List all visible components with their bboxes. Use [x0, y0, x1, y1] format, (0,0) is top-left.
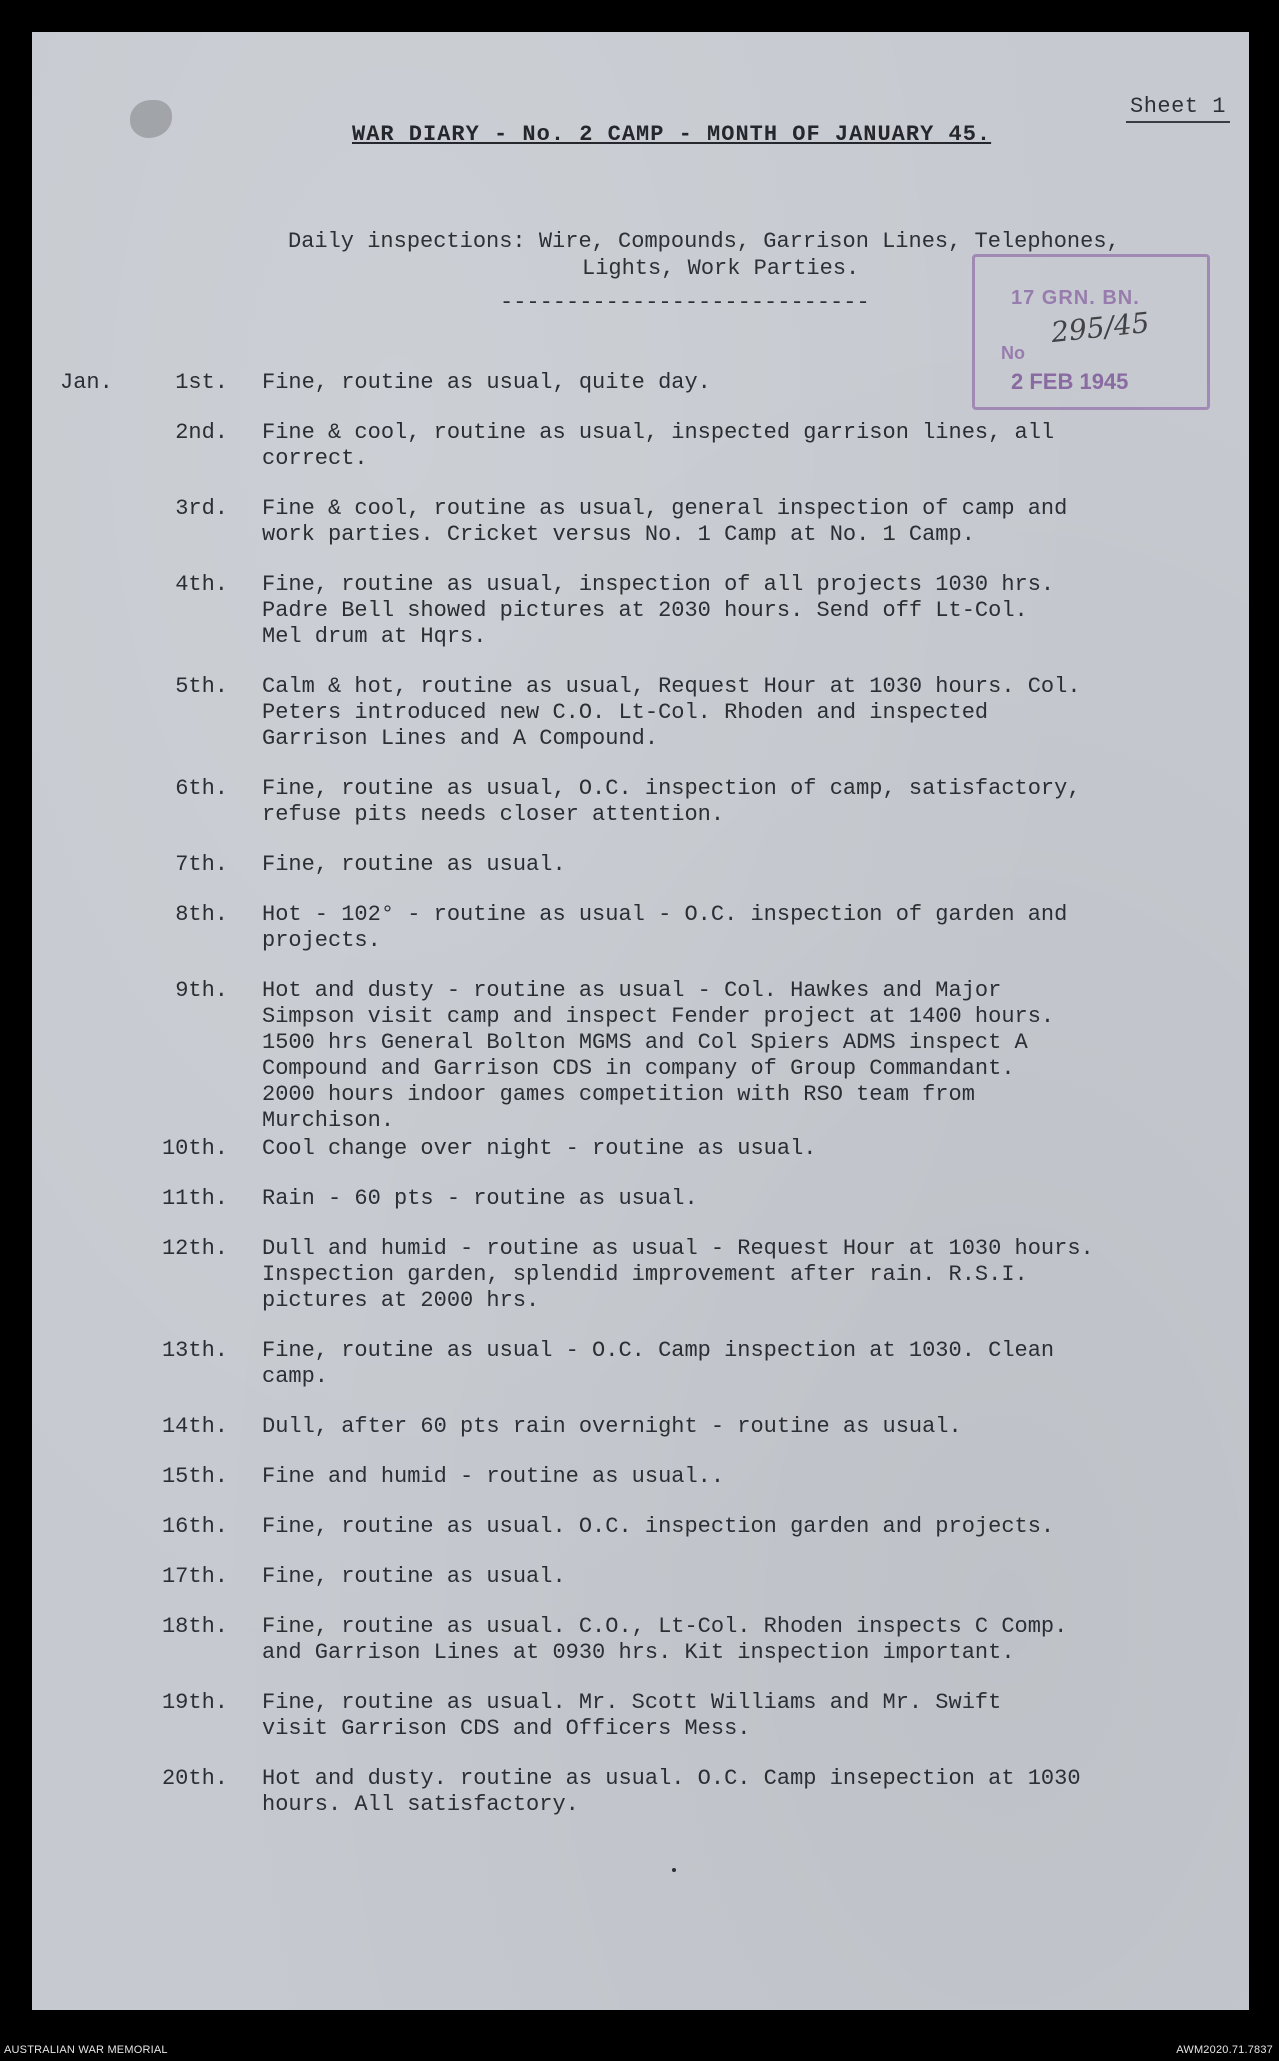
entry-text: Fine, routine as usual. Mr. Scott Williams and Mr. Swift visit Garrison CDS and Officers Mess.: [262, 1690, 1002, 1741]
entry-day: 7th.: [175, 852, 228, 877]
entry-text: Fine, routine as usual, inspection of all projects 1030 hrs. Padre Bell showed pictures at 2030 hours. Send off Lt-Col. Mel drum at Hqrs.: [262, 572, 1055, 649]
diary-entry: [32, 1614, 1249, 1666]
page-dot-mark: [672, 1868, 676, 1872]
entry-day: 14th.: [161, 1414, 228, 1439]
diary-entry: [32, 1564, 1249, 1590]
diary-entry: [32, 776, 1249, 828]
entry-text: Fine & cool, routine as usual, general inspection of camp and work parties. Cricket versus No. 1 Camp at No. 1 Camp.: [262, 496, 1068, 547]
diary-entry: [32, 1464, 1249, 1490]
diary-entry: [32, 1414, 1249, 1440]
entry-day: 9th.: [175, 978, 228, 1003]
subtitle-line-2: Lights, Work Parties.: [582, 256, 860, 281]
entry-day: 3rd.: [175, 496, 228, 521]
entry-text: Fine & cool, routine as usual, inspected garrison lines, all correct.: [262, 420, 1055, 471]
entry-day: 10th.: [161, 1136, 228, 1161]
entry-day: 19th.: [161, 1690, 228, 1715]
diary-entry: [32, 496, 1249, 548]
entry-day: 20th.: [161, 1766, 228, 1791]
diary-entry: [32, 1236, 1249, 1314]
diary-entry: [32, 1136, 1249, 1162]
entry-day: 2nd.: [175, 420, 228, 445]
diary-entry: [32, 572, 1249, 650]
diary-entry: [32, 978, 1249, 1134]
dashed-divider: ----------------------------: [500, 290, 870, 315]
entry-day: 1st.: [175, 370, 228, 395]
entry-text: Dull, after 60 pts rain overnight - routine as usual.: [262, 1414, 962, 1439]
footer-archive-name: AUSTRALIAN WAR MEMORIAL: [4, 2044, 168, 2056]
diary-entry: [32, 420, 1249, 472]
entry-text: Fine, routine as usual. C.O., Lt-Col. Rhoden inspects C Comp. and Garrison Lines at 0930 hrs. Kit inspection important.: [262, 1614, 1068, 1665]
diary-entry: [32, 674, 1249, 752]
diary-entry: [32, 902, 1249, 954]
entry-text: Fine, routine as usual. O.C. inspection garden and projects.: [262, 1514, 1055, 1539]
entry-text: Cool change over night - routine as usual.: [262, 1136, 817, 1161]
stamp-handwritten-number: 295/45: [1049, 305, 1151, 350]
entry-day: 18th.: [161, 1614, 228, 1639]
entry-day: 11th.: [161, 1186, 228, 1211]
diary-entry: [32, 1690, 1249, 1742]
entry-day: 8th.: [175, 902, 228, 927]
sheet-label: Sheet 1: [1126, 94, 1230, 123]
diary-entry: [32, 1186, 1249, 1212]
entry-day: 4th.: [175, 572, 228, 597]
entry-text: Fine, routine as usual.: [262, 852, 566, 877]
entry-day: 16th.: [161, 1514, 228, 1539]
entry-text: Hot and dusty. routine as usual. O.C. Camp insepection at 1030 hours. All satisfactory.: [262, 1766, 1081, 1817]
entry-day: 6th.: [175, 776, 228, 801]
diary-entry: [32, 370, 1249, 396]
entry-text: Fine, routine as usual.: [262, 1564, 566, 1589]
entry-day: 12th.: [161, 1236, 228, 1261]
stamp-unit-text: 17 GRN. BN.: [1011, 287, 1140, 309]
stamp-no-label: No: [1001, 343, 1025, 363]
entry-day: 17th.: [161, 1564, 228, 1589]
entry-text: Fine, routine as usual, O.C. inspection of camp, satisfactory, refuse pits needs closer attention.: [262, 776, 1081, 827]
entry-text: Calm & hot, routine as usual, Request Hour at 1030 hours. Col. Peters introduced new C.O. Lt-Col. Rhoden and inspected Garrison Lines and A Compound.: [262, 674, 1081, 751]
entry-day: 15th.: [161, 1464, 228, 1489]
entry-text: Dull and humid - routine as usual - Request Hour at 1030 hours. Inspection garden, splendid improvement after rain. R.S.I. pictures at 2000 hrs.: [262, 1236, 1094, 1313]
entry-text: Fine and humid - routine as usual..: [262, 1464, 725, 1489]
punch-hole-mark: [130, 100, 172, 138]
entry-text: Fine, routine as usual, quite day.: [262, 370, 711, 395]
month-label: Jan.: [60, 370, 113, 395]
diary-entry: [32, 1338, 1249, 1390]
entry-text: Hot - 102° - routine as usual - O.C. inspection of garden and projects.: [262, 902, 1068, 953]
entry-day: 13th.: [161, 1338, 228, 1363]
entry-text: Hot and dusty - routine as usual - Col. Hawkes and Major Simpson visit camp and inspect Fender project at 1400 hours. 1500 hrs General Bolton MGMS and Col Spiers ADMS inspect A Compound and Garrison CDS in company of Group Commandant. 2000 hours indoor games competition with RSO team from Murchison.: [262, 978, 1055, 1133]
subtitle-line-1: Daily inspections: Wire, Compounds, Garrison Lines, Telephones,: [288, 229, 1120, 254]
diary-entry: [32, 852, 1249, 878]
diary-entry: [32, 1766, 1249, 1818]
document-title: WAR DIARY - No. 2 CAMP - MONTH OF JANUARY 45.: [352, 122, 992, 147]
document-page: [32, 32, 1249, 2010]
entry-text: Fine, routine as usual - O.C. Camp inspection at 1030. Clean camp.: [262, 1338, 1055, 1389]
stamp-date: 2 FEB 1945: [1011, 369, 1129, 394]
footer-catalogue-id: AWM2020.71.7837: [1176, 2044, 1273, 2056]
entry-day: 5th.: [175, 674, 228, 699]
diary-entry: [32, 1514, 1249, 1540]
entry-text: Rain - 60 pts - routine as usual.: [262, 1186, 698, 1211]
